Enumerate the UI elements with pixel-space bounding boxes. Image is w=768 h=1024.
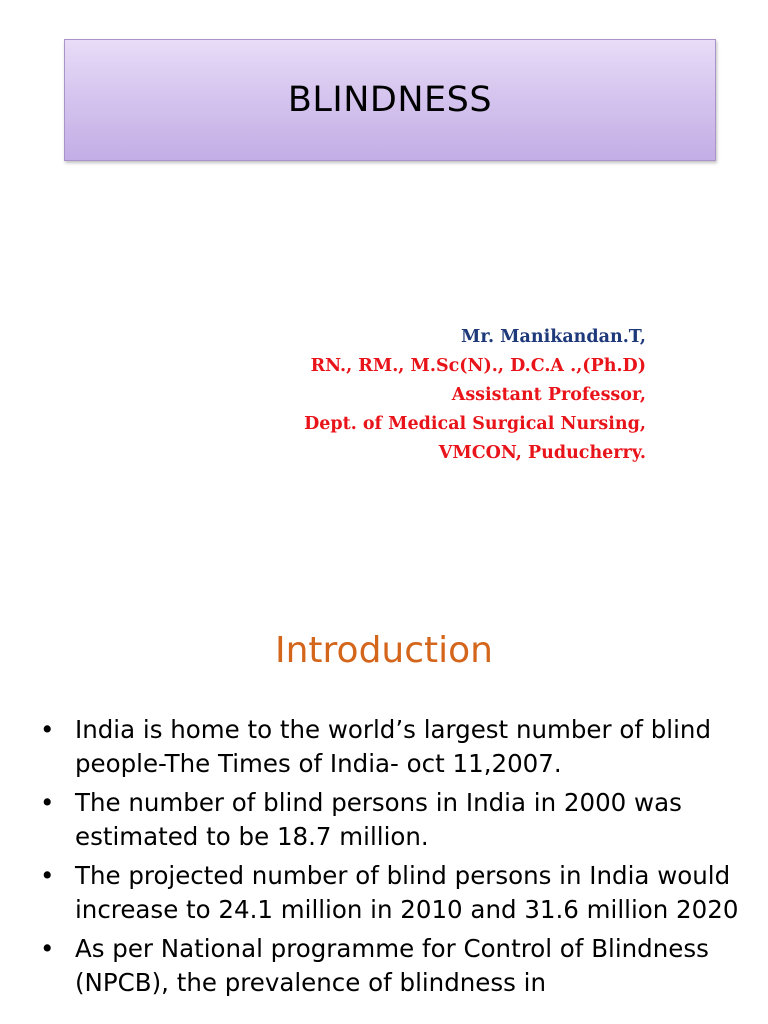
title-box bbox=[64, 39, 716, 161]
bullet-list bbox=[40, 713, 740, 1005]
bullet-icon: • bbox=[40, 934, 55, 963]
author-credentials: RN., RM., M.Sc(N)., D.C.A .,(Ph.D) bbox=[310, 356, 646, 376]
author-position: Assistant Professor, bbox=[451, 385, 646, 405]
bullet-text: As per National programme for Control of Blindness (NPCB), the prevalence of blindness in bbox=[75, 934, 709, 997]
bullet-item bbox=[40, 932, 740, 1000]
introduction-title: Introduction bbox=[274, 630, 493, 671]
bullet-text: The number of blind persons in India in 2000 was estimated to be 18.7 million. bbox=[75, 788, 682, 851]
bullet-icon: • bbox=[40, 788, 55, 817]
bullet-text: The projected number of blind persons in India would increase to 24.1 million in 2010 and 31.6 million 2020 bbox=[75, 861, 739, 924]
bullet-icon: • bbox=[40, 715, 55, 744]
author-name: Mr. Manikandan.T, bbox=[460, 327, 646, 347]
bullet-item bbox=[40, 713, 740, 781]
introduction-slide bbox=[0, 590, 768, 1024]
author-block bbox=[304, 323, 646, 468]
slide-title: BLINDNESS bbox=[287, 80, 493, 120]
bullet-item bbox=[40, 859, 740, 927]
bullet-icon: • bbox=[40, 861, 55, 890]
bullet-item bbox=[40, 786, 740, 854]
author-department: Dept. of Medical Surgical Nursing, bbox=[304, 414, 646, 434]
bullet-text: India is home to the world’s largest number of blind people-The Times of India- oct 11,2007. bbox=[75, 715, 711, 778]
author-institution: VMCON, Puducherry. bbox=[438, 443, 646, 463]
